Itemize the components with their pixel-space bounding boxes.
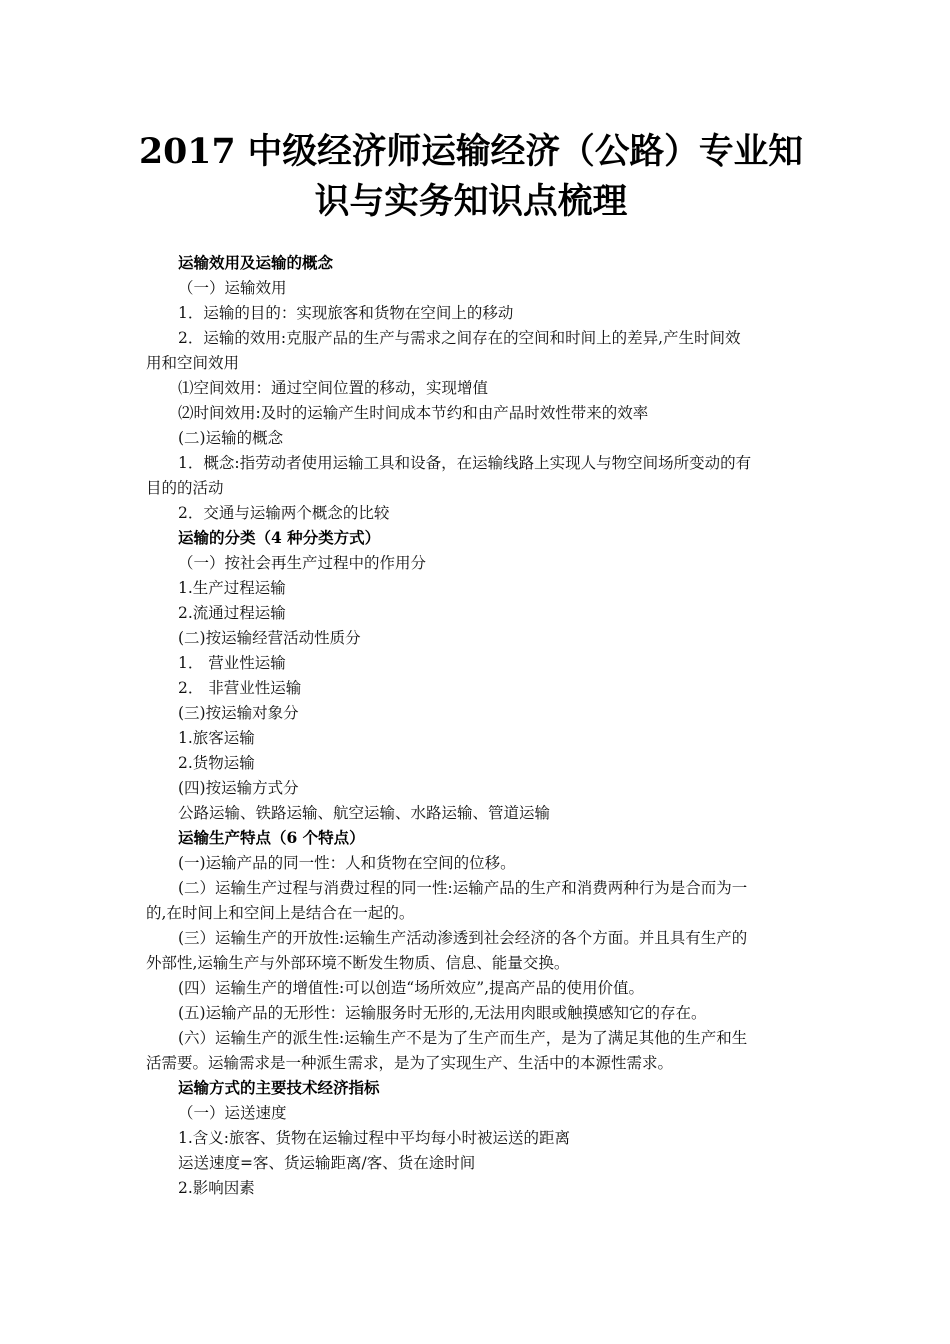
text-line: ⑵时间效用:及时的运输产生时间成本节约和由产品时效性带来的效率 xyxy=(178,404,649,422)
text-line: 1．运输的目的：实现旅客和货物在空间上的移动 xyxy=(178,304,514,322)
text-line: (四）运输生产的增值性:可以创造“场所效应”,提高产品的使用价值。 xyxy=(178,979,645,997)
text-line: 活需要。运输需求是一种派生需求，是为了实现生产、生活中的本源性需求。 xyxy=(146,1054,674,1072)
text-line: (六）运输生产的派生性:运输生产不是为了生产而生产，是为了满足其他的生产和生 xyxy=(178,1029,748,1047)
text-line: ⑴空间效用：通过空间位置的移动，实现增值 xyxy=(178,379,489,397)
text-line: （一）运输效用 xyxy=(178,279,287,297)
text-line: 公路运输、铁路运输、航空运输、水路运输、管道运输 xyxy=(178,804,551,822)
text-line: 1.旅客运输 xyxy=(178,729,255,747)
text-line: (五)运输产品的无形性：运输服务时无形的,无法用肉眼或触摸感知它的存在。 xyxy=(178,1004,707,1022)
text-line: 1．概念:指劳动者使用运输工具和设备，在运输线路上实现人与物空间场所变动的有 xyxy=(178,454,752,472)
section-heading: 运输生产特点（6 个特点） xyxy=(178,828,365,847)
text-line: 1． 营业性运输 xyxy=(178,654,286,672)
text-line: (二)按运输经营活动性质分 xyxy=(178,629,361,647)
text-line: (二）运输生产过程与消费过程的同一性:运输产品的生产和消费两种行为是合而为一 xyxy=(178,879,748,897)
text-line: 2.货物运输 xyxy=(178,754,255,772)
text-line: (三）运输生产的开放性:运输生产活动渗透到社会经济的各个方面。并且具有生产的 xyxy=(178,929,748,947)
text-line: (二)运输的概念 xyxy=(178,429,284,447)
text-line: 运送速度=客、货运输距离/客、货在途时间 xyxy=(178,1154,476,1172)
text-line: (三)按运输对象分 xyxy=(178,704,299,722)
document-title-line-2: 识与实务知识点梳理 xyxy=(314,181,628,222)
text-line: 的,在时间上和空间上是结合在一起的。 xyxy=(146,904,415,922)
text-line: 2． 非营业性运输 xyxy=(178,679,302,697)
text-line: 2．运输的效用:克服产品的生产与需求之间存在的空间和时间上的差异,产生时间效 xyxy=(178,329,741,347)
text-line: 2.影响因素 xyxy=(178,1179,255,1197)
section-heading: 运输的分类（4 种分类方式） xyxy=(178,528,381,547)
section-heading: 运输方式的主要技术经济指标 xyxy=(178,1078,380,1097)
text-line: （一）按社会再生产过程中的作用分 xyxy=(178,554,427,572)
text-line: （一）运送速度 xyxy=(178,1104,287,1122)
section-heading: 运输效用及运输的概念 xyxy=(178,253,334,272)
text-line: 1.含义:旅客、货物在运输过程中平均每小时被运送的距离 xyxy=(178,1129,571,1147)
text-line: 1.生产过程运输 xyxy=(178,579,286,597)
text-line: 用和空间效用 xyxy=(146,354,240,372)
text-line: 2．交通与运输两个概念的比较 xyxy=(178,504,390,522)
text-line: (四)按运输方式分 xyxy=(178,779,299,797)
document-title-line-1: 2017 中级经济师运输经济（公路）专业知 xyxy=(139,131,803,172)
text-line: 2.流通过程运输 xyxy=(178,604,286,622)
text-line: 目的的活动 xyxy=(146,479,224,497)
text-line: (一)运输产品的同一性：人和货物在空间的位移。 xyxy=(178,854,516,872)
text-line: 外部性,运输生产与外部环境不断发生物质、信息、能量交换。 xyxy=(146,954,570,972)
